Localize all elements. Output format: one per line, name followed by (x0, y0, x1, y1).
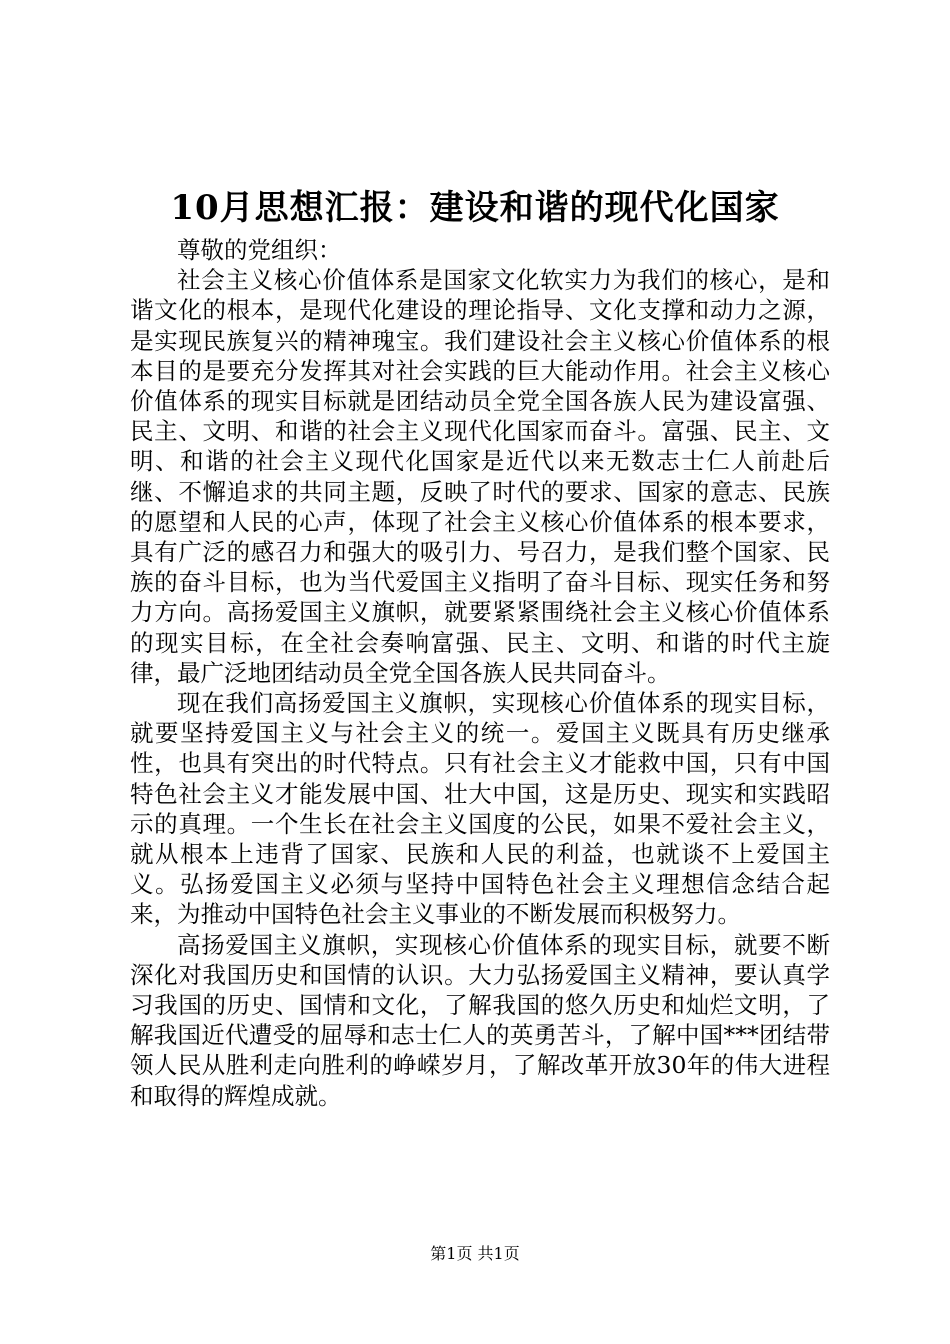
document-body (130, 235, 830, 1111)
document-title: 10月思想汇报：建设和谐的现代化国家 (170, 188, 780, 228)
salutation: 尊敬的党组织： (177, 236, 342, 264)
paragraph-3: 高扬爱国主义旗帜，实现核心价值体系的现实目标，就要不断深化对我国历史和国情的认识。大力弘扬爱国主义精神，要认真学习我国的历史、国情和文化，了解我国的悠久历史和灿烂文明，了解我国近代遭受的屈辱和志士仁人的英勇苦斗，了解中国***团结带领人民从胜利走向胜利的峥嵘岁月，了解改革开放30年的伟大进程和取得的辉煌成就。 (130, 930, 830, 1110)
page-footer: 第1页 共1页 (430, 1244, 520, 1263)
paragraph-2: 现在我们高扬爱国主义旗帜，实现核心价值体系的现实目标，就要坚持爱国主义与社会主义的统一。爱国主义既具有历史继承性，也具有突出的时代特点。只有社会主义才能救中国，只有中国特色社会主义才能发展中国、壮大中国，这是历史、现实和实践昭示的真理。一个生长在社会主义国度的公民，如果不爱社会主义，就从根本上违背了国家、民族和人民的利益，也就谈不上爱国主义。弘扬爱国主义必须与坚持中国特色社会主义理想信念结合起来，为推动中国特色社会主义事业的不断发展而积极努力。 (130, 689, 830, 929)
paragraph-1: 社会主义核心价值体系是国家文化软实力为我们的核心，是和谐文化的根本，是现代化建设的理论指导、文化支撑和动力之源，是实现民族复兴的精神瑰宝。我们建设社会主义核心价值体系的根本目的是要充分发挥其对社会实践的巨大能动作用。社会主义核心价值体系的现实目标就是团结动员全党全国各族人民为建设富强、民主、文明、和谐的社会主义现代化国家而奋斗。富强、民主、文明、和谐的社会主义现代化国家是近代以来无数志士仁人前赴后继、不懈追求的共同主题，反映了时代的要求、国家的意志、民族的愿望和人民的心声，体现了社会主义核心价值体系的根本要求，具有广泛的感召力和强大的吸引力、号召力，是我们整个国家、民族的奋斗目标，也为当代爱国主义指明了奋斗目标、现实任务和努力方向。高扬爱国主义旗帜，就要紧紧围绕社会主义核心价值体系的现实目标，在全社会奏响富强、民主、文明、和谐的时代主旋律，最广泛地团结动员全党全国各族人民共同奋斗。 (130, 266, 830, 687)
